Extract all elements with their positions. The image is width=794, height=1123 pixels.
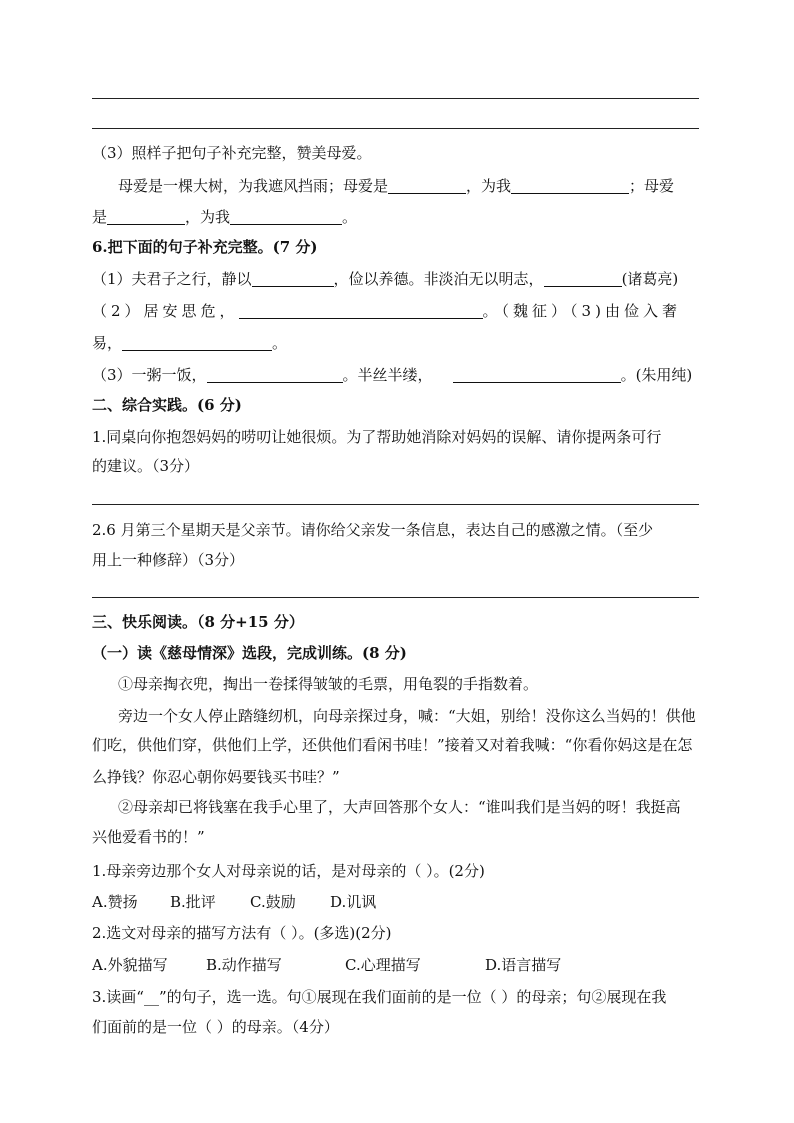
text: 。半丝半缕， (342, 366, 433, 384)
text: (诸葛亮) (621, 270, 679, 288)
answer-blank[interactable] (252, 271, 334, 287)
passage-line: ②母亲却已将钱塞在我手心里了，大声回答那个女人：“谁叫我们是当妈的呀！我挺高 (118, 798, 681, 816)
passage-line: 么挣钱？你忍心朝你妈要钱买书哇？” (92, 768, 340, 786)
section-heading: 二、综合实践。(6 分) (92, 396, 242, 414)
answer-blank[interactable] (239, 303, 483, 319)
text: ，俭以养德。非淡泊无以明志， (333, 270, 544, 288)
section-heading: 三、快乐阅读。（8 分+15 分） (92, 613, 304, 631)
answer-line[interactable] (92, 504, 699, 505)
question-line: 的建议。（3分） (92, 457, 200, 475)
answer-blank[interactable] (388, 178, 466, 194)
question-line: 2.选文对母亲的描写方法有（ ）。(多选)(2分) (92, 924, 392, 942)
passage-line: ①母亲掏衣兜，掏出一卷揉得皱皱的毛票，用龟裂的手指数着。 (118, 675, 539, 693)
answer-blank[interactable] (453, 367, 621, 383)
option-a[interactable]: A.赞扬 (92, 893, 138, 911)
question-line: 用上一种修辞）（3分） (92, 551, 245, 569)
passage-line: 们吃，供他们穿，供他们上学，还供他们看闲书哇！”接着又对着我喊：“你看你妈这是在怎 (92, 736, 693, 754)
passage-line: 兴他爱看书的！” (92, 828, 205, 846)
fill-in-line (92, 332, 287, 354)
question-line: 1.同桌向你抱怨妈妈的唠叨让她很烦。为了帮助她消除对妈妈的误解、请你提两条可行 (92, 428, 662, 446)
option-c[interactable]: C.心理描写 (345, 956, 421, 974)
option-d[interactable]: D.语言描写 (485, 956, 562, 974)
text: （2）居安思危， (92, 302, 239, 320)
option-b[interactable]: B.动作描写 (206, 956, 282, 974)
answer-blank[interactable] (230, 209, 342, 225)
question-line: 3.读画“__”的句子，选一选。句①展现在我们面前的是一位（ ）的母亲；句②展现在我 (92, 988, 667, 1006)
question-line: （3）照样子把句子补充完整，赞美母爱。 (92, 144, 372, 162)
option-d[interactable]: D.讥讽 (330, 893, 377, 911)
answer-blank[interactable] (511, 178, 629, 194)
question-line: 们面前的是一位（ ）的母亲。（4分） (92, 1018, 339, 1036)
answer-line[interactable] (92, 597, 699, 598)
text: 。 (342, 208, 358, 226)
text: 。（魏征）（3)由俭入奢 (482, 302, 681, 320)
question-line: 2.6 月第三个星期天是父亲节。请你给父亲发一条信息，表达自己的感激之情。（至少 (92, 521, 654, 539)
text: ，为我 (185, 208, 231, 226)
answer-blank[interactable] (122, 335, 272, 351)
text: 易， (92, 334, 123, 352)
option-b[interactable]: B.批评 (170, 893, 216, 911)
passage-line: 旁边一个女人停止踏缝纫机，向母亲探过身，喊：“大姐，别给！没你这么当妈的！供他 (118, 707, 696, 725)
answer-blank[interactable] (544, 271, 622, 287)
option-c[interactable]: C.鼓励 (250, 893, 296, 911)
text: （3）一粥一饭， (92, 366, 207, 384)
text: ；母爱 (629, 177, 675, 195)
option-a[interactable]: A.外貌描写 (92, 956, 168, 974)
fill-in-line (92, 364, 692, 386)
fill-in-line (118, 175, 674, 197)
text: （1）夫君子之行，静以 (92, 270, 252, 288)
answer-blank[interactable] (107, 209, 185, 225)
fill-in-line (92, 300, 681, 322)
answer-line (92, 128, 699, 129)
text: 。(朱用纯) (620, 366, 693, 384)
question-line: 1.母亲旁边那个女人对母亲说的话，是对母亲的（ ）。(2分) (92, 862, 485, 880)
section-heading: 6.把下面的句子补充完整。(7 分) (92, 238, 318, 256)
answer-blank[interactable] (207, 367, 343, 383)
text: 。 (272, 334, 288, 352)
fill-in-line (92, 206, 357, 228)
answer-line (92, 98, 699, 99)
text: 是 (92, 208, 108, 226)
text: 母爱是一棵大树，为我遮风挡雨；母爱是 (118, 177, 389, 195)
text: ，为我 (466, 177, 512, 195)
subsection-heading: （一）读《慈母情深》选段，完成训练。(8 分) (92, 644, 407, 662)
fill-in-line (92, 268, 678, 290)
